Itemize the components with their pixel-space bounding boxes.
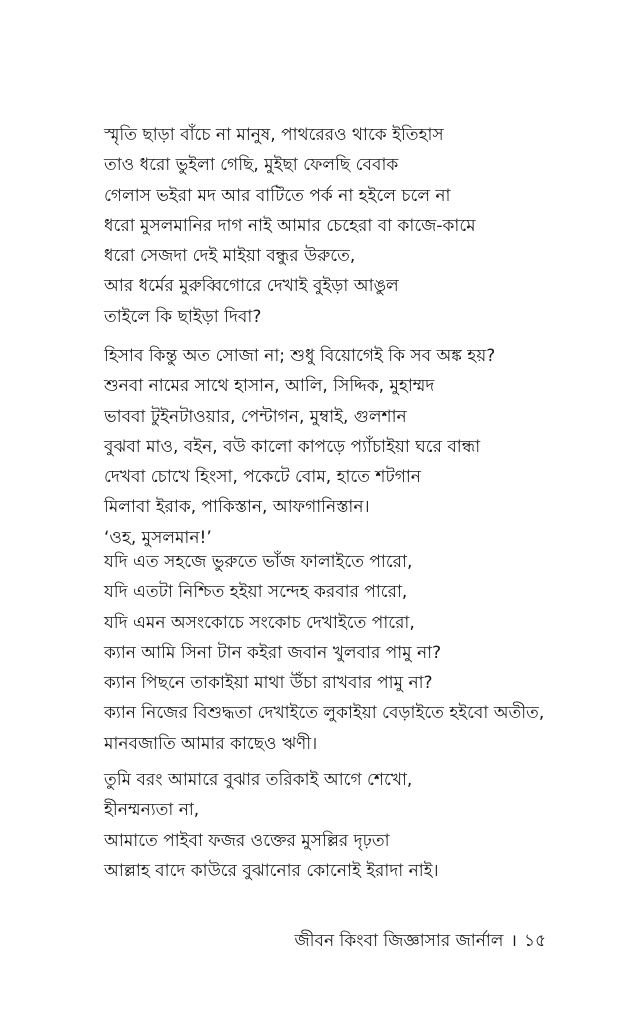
poem-line: মিলাবা ইরাক, পাকিস্তান, আফগানিস্তান। (104, 497, 370, 518)
poem-stanza-2 (104, 341, 544, 553)
poem-line: যদি এমন অসংকোচে সংকোচ দেখাইতে পারো, (104, 612, 415, 633)
poem-line: হিসাব কিন্তু অত সোজা না; শুধু বিয়োগেই কি সব অঙ্ক হয়? (104, 346, 496, 366)
poem-line: যদি এতটা নিশ্চিত হইয়া সন্দেহ করবার পারো, (104, 582, 408, 603)
poem-line: ক্যান নিজের বিশুদ্ধতা দেখাইতে লুকাইয়া বেড়াইতে হইবো অতীত, (104, 703, 545, 724)
poem-stanza-1 (104, 120, 544, 332)
book-title: জীবন কিংবা জিজ্ঞাসার জার্নাল (294, 931, 504, 951)
poem-stanza-3 (104, 547, 544, 759)
poem-line: বুঝবা মাও, বইন, বউ কালো কাপড়ে প্যাঁচাইয়া ঘরে বান্ধা (104, 436, 481, 457)
poem-line: আল্লাহ বাদে কাউরে বুঝানোর কোনোই ইরাদা নাই। (104, 860, 439, 881)
page-footer (294, 928, 546, 954)
poem-line: স্মৃতি ছাড়া বাঁচে না মানুষ, পাথরেরও থাকে ইতিহাস (104, 125, 444, 145)
poem-line: তুমি বরং আমারে বুঝার তরিকাই আগে শেখো, (104, 770, 413, 790)
poem-line: ধরো সেজদা দেই মাইয়া বন্ধুর উরুতে, (104, 246, 356, 267)
poem-line: ‘ওহ, মুসলমান!’ (104, 527, 212, 548)
poem-line: গেলাস ভইরা মদ আর বাটিতে পর্ক না হইলে চলে না (104, 185, 451, 206)
poem-line: হীনম্মন্যতা না, (104, 800, 200, 821)
poem-line: যদি এত সহজে ভুরুতে ভাঁজ ফালাইতে পারো, (104, 552, 413, 572)
poem-line: ধরো মুসলমানির দাগ নাই আমার চেহেরা বা কাজে-কামে (104, 215, 476, 236)
poem-stanza-4 (104, 765, 544, 886)
poem-line: ক্যান পিছনে তাকাইয়া মাথা উঁচা রাখবার পামু না? (104, 673, 433, 694)
poem-line: তাইলে কি ছাইড়া দিবা? (104, 306, 262, 327)
poem-line: তাও ধরো ভুইলা গেছি, মুইছা ফেলছি বেবাক (104, 155, 399, 176)
poem-line: আর ধর্মের মুরুব্বিগোরে দেখাই বুইড়া আঙুল (104, 276, 399, 297)
poem-line: আমাতে পাইবা ফজর ওক্তের মুসল্লির দৃঢ়তা (104, 830, 390, 851)
poem-line: ক্যান আমি সিনা টান কইরা জবান খুলবার পামু না? (104, 642, 442, 663)
poem-line: মানবজাতি আমার কাছেও ঋণী। (104, 733, 318, 754)
footer-separator: । (510, 931, 517, 951)
page-number: ১৫ (523, 931, 546, 951)
poem-line: দেখবা চোখে হিংসা, পকেটে বোম, হাতে শটগান (104, 467, 421, 488)
poem-line: ভাববা টুইনটাওয়ার, পেন্টাগন, মুম্বাই, গুলশান (104, 406, 407, 427)
poem-line: শুনবা নামের সাথে হাসান, আলি, সিদ্দিক, মুহাম্মদ (104, 376, 435, 397)
